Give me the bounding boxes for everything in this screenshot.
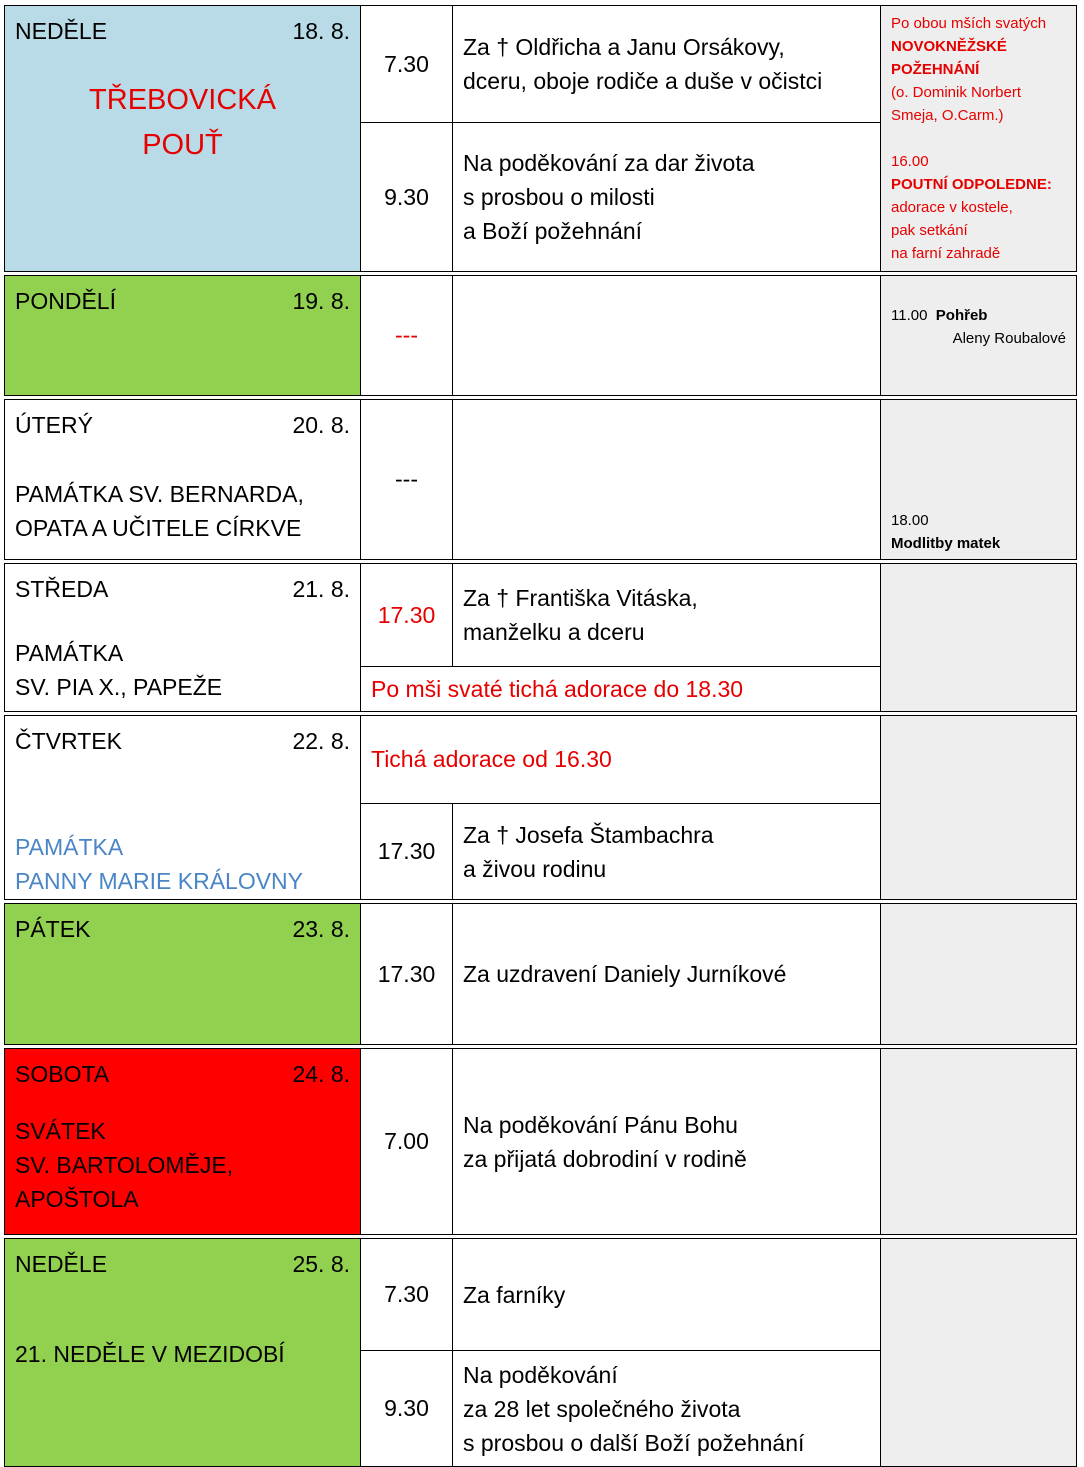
day-name: PONDĚLÍ [15,288,116,314]
day-header [15,914,350,944]
note-cell [881,1239,1077,1467]
mass-time: 17.30 [361,564,453,667]
note-cell: Po obou mších svatých NOVOKNĚŽSKÉ POŽEHNÁNÍ (o. Dominik Norbert Smeja, O.Carm.) 16.00 POUTNÍ ODPOLEDNE: adorace v kostele, pak setkání na farní zahradě [881,6,1077,272]
day-name: PÁTEK [15,916,91,942]
day-date: 20. 8. [292,412,350,438]
mass-time: 17.30 [361,904,453,1045]
mass-time: --- [361,276,453,396]
day-date: 19. 8. [292,288,350,314]
mass-intention: Na poděkování za 28 let společného života s prosbou o další Boží požehnání [453,1351,881,1467]
adoration-note: Tichá adorace od 16.30 [361,716,881,804]
note-cell [881,1049,1077,1235]
day-cell [5,716,361,900]
day-cell [5,276,361,396]
mass-time: 7.30 [361,6,453,123]
feast-title: TŘEBOVICKÁ POUŤ [89,84,276,161]
day-subtitle: PAMÁTKA SV. BERNARDA, OPATA A UČITELE CÍRKVE [15,481,304,541]
day-row-saturday-24 [5,1049,1077,1235]
mass-intention: Za † Josefa Štambachra a živou rodinu [453,804,881,900]
day-name: ČTVRTEK [15,728,122,754]
mass-intention: Za † Oldřicha a Janu Orsákovy, dceru, oboje rodiče a duše v očistci [453,6,881,123]
day-row-tuesday-20 [5,400,1077,560]
day-cell [5,904,361,1045]
day-name: ÚTERÝ [15,412,93,438]
mass-intention [453,400,881,560]
day-cell [5,6,361,272]
mass-time: 7.00 [361,1049,453,1235]
day-row-monday-19 [5,276,1077,396]
day-header [15,286,350,316]
day-name: NEDĚLE [15,18,108,44]
day-date: 23. 8. [292,916,350,942]
day-row-thursday-22 [5,716,1077,804]
note-cell: 18.00 Modlitby matek [881,400,1077,560]
day-header [15,574,350,604]
mass-intention [453,276,881,396]
mass-intention: Za † Františka Vitáska, manželku a dceru [453,564,881,667]
day-name: SOBOTA [15,1061,110,1087]
day-cell [5,1239,361,1467]
day-subtitle: PAMÁTKA PANNY MARIE KRÁLOVNY [15,834,304,894]
mass-time: 9.30 [361,123,453,272]
note-cell [881,716,1077,900]
mass-schedule-table [4,5,1077,1467]
day-subtitle: 21. NEDĚLE V MEZIDOBÍ [15,1341,285,1367]
day-date: 22. 8. [292,728,350,754]
day-cell [5,564,361,712]
mass-time: 7.30 [361,1239,453,1351]
day-row-friday-23 [5,904,1077,1045]
day-date: 25. 8. [292,1251,350,1277]
note-cell: 11.00 Pohřeb Aleny Roubalové [881,276,1077,396]
day-subtitle: SVÁTEK SV. BARTOLOMĚJE, APOŠTOLA [15,1118,234,1212]
day-date: 24. 8. [292,1061,350,1087]
day-date: 18. 8. [292,18,350,44]
day-subtitle: PAMÁTKA SV. PIA X., PAPEŽE [15,640,223,700]
mass-time: --- [361,400,453,560]
adoration-note: Po mši svaté tichá adorace do 18.30 [361,667,881,712]
day-header [15,1249,350,1279]
day-cell [5,400,361,560]
day-cell [5,1049,361,1235]
day-header [15,1059,350,1089]
mass-intention: Na poděkování za dar života s prosbou o milosti a Boží požehnání [453,123,881,272]
day-row-sunday-25 [5,1239,1077,1351]
mass-intention: Za uzdravení Daniely Jurníkové [453,904,881,1045]
day-name: STŘEDA [15,576,109,602]
note-cell [881,564,1077,712]
mass-time: 17.30 [361,804,453,900]
mass-time: 9.30 [361,1351,453,1467]
day-header [15,410,350,440]
mass-intention: Za farníky [453,1239,881,1351]
note-cell [881,904,1077,1045]
day-row-sunday-18 [5,6,1077,123]
day-header [15,16,350,46]
day-header [15,726,350,756]
day-name: NEDĚLE [15,1251,108,1277]
mass-intention: Na poděkování Pánu Bohu za přijatá dobrodiní v rodině [453,1049,881,1235]
day-date: 21. 8. [292,576,350,602]
day-row-wednesday-21 [5,564,1077,667]
